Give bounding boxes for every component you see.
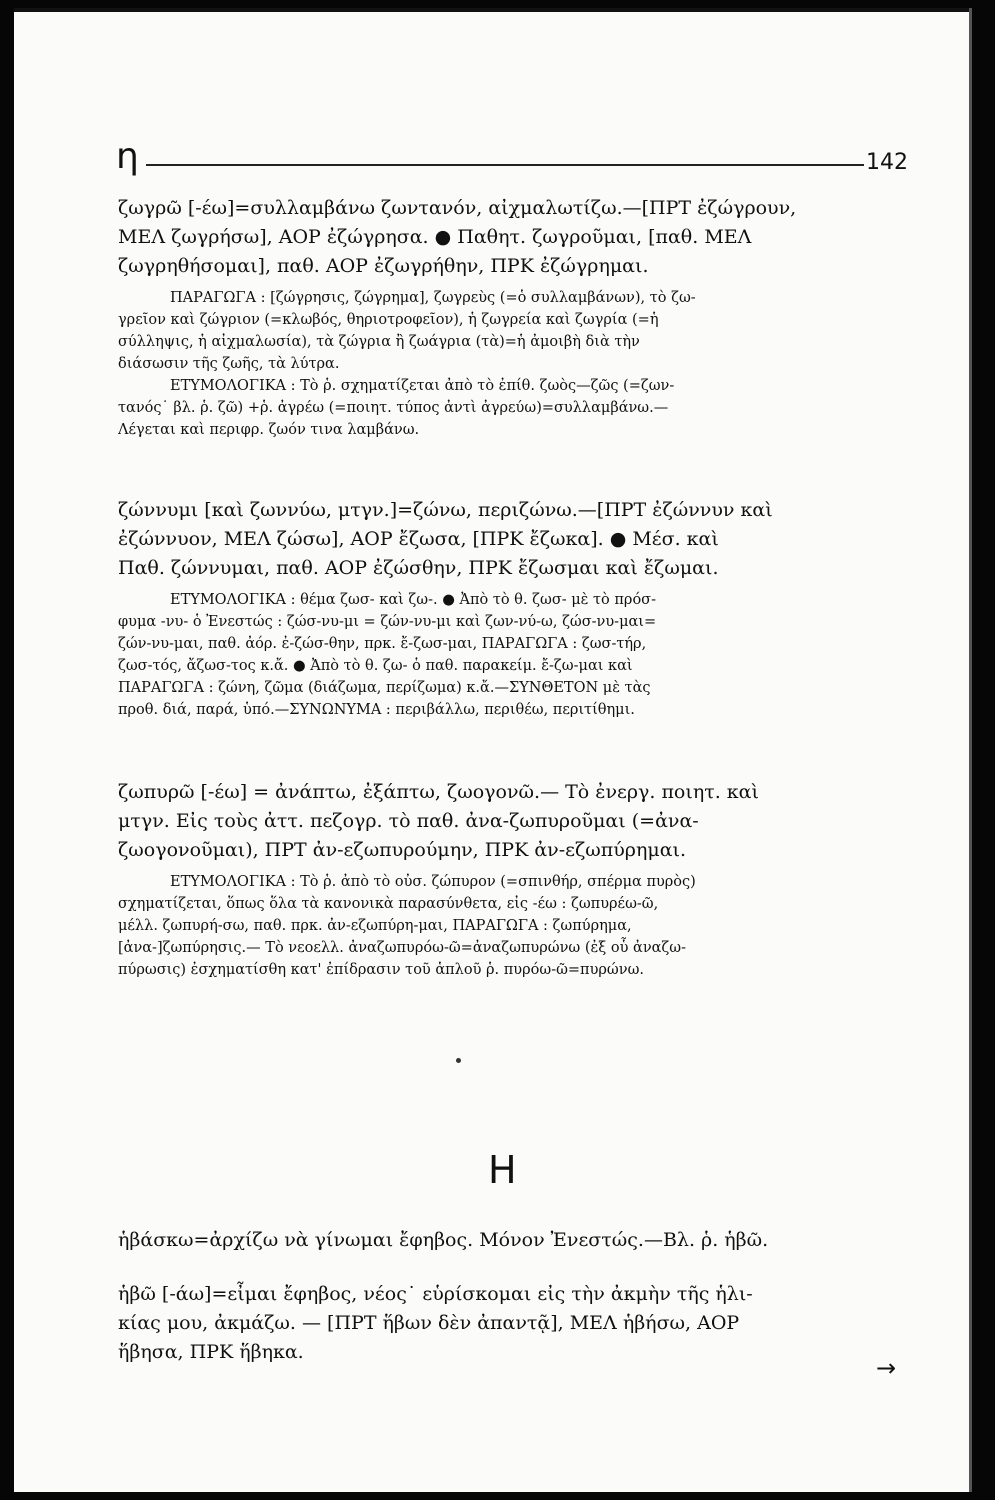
top-edge-rule xyxy=(14,8,972,12)
entry-subline: μέλλ. ζωπυρή-σω, παθ. πρκ. ἀν-εζωπύρη-μαι, ΠΑΡΑΓΩΓΑ : ζωπύρημα, xyxy=(118,918,632,934)
entry-line: κίας μου, ἀκμάζω. — [ΠΡΤ ἥβων δὲν ἀπαντᾷ], ΜΕΛ ἡβήσω, ΑΟΡ xyxy=(118,1312,740,1334)
entry-line: ζωγρηθήσομαι], παθ. ΑΟΡ ἐζωγρήθην, ΠΡΚ ἐζώγρημαι. xyxy=(118,255,649,277)
entry-subline: ΠΑΡΑΓΩΓΑ : ζώνη, ζῶμα (διάζωμα, περίζωμα) κ.ἄ.—ΣΥΝΘΕΤΟΝ μὲ τὰς xyxy=(118,680,651,696)
entry-line: Παθ. ζώννυμαι, παθ. ΑΟΡ ἐζώσθην, ΠΡΚ ἔζωσμαι καὶ ἔζωμαι. xyxy=(118,557,719,579)
entry-subline: διάσωσιν τῆς ζωῆς, τὰ λύτρα. xyxy=(118,356,340,372)
right-edge-rule xyxy=(969,8,972,1492)
entry-subline: ζών-νυ-μαι, παθ. ἀόρ. ἐ-ζώσ-θην, πρκ. ἔ-ζωσ-μαι, ΠΑΡΑΓΩΓΑ : ζωσ-τήρ, xyxy=(118,636,647,652)
section-heading-eta: Η xyxy=(488,1148,517,1192)
entry-zogro xyxy=(118,194,908,441)
entry-subline: [ἀνα-]ζωπύρησις.— Τὸ νεοελλ. ἀναζωπυρόω-ῶ=ἀναζωπυρώνω (ἐξ οὗ ἀναζω- xyxy=(118,940,687,956)
entry-subline: ΕΤΥΜΟΛΟΓΙΚΑ : Τὸ ῥ. ἀπὸ τὸ οὐσ. ζώπυρον (=σπινθήρ, σπέρμα πυρὸς) xyxy=(170,874,696,890)
entry-subline: ζωσ-τός, ἄζωσ-τος κ.ἄ. ● Ἀπὸ τὸ θ. ζω- ὁ παθ. παρακείμ. ἔ-ζω-μαι καὶ xyxy=(118,658,633,674)
entry-zonnymi xyxy=(118,496,908,721)
entry-ivo xyxy=(118,1280,908,1367)
section-letter: η xyxy=(116,136,139,177)
entry-subline: σχηματίζεται, ὅπως ὅλα τὰ κανονικὰ παρασύνθετα, εἰς -έω : ζωπυρέω-ῶ, xyxy=(118,896,659,912)
entry-ivasko xyxy=(118,1226,908,1255)
entry-line: ΜΕΛ ζωγρήσω], ΑΟΡ ἐζώγρησα. ● Παθητ. ζωγροῦμαι, [παθ. ΜΕΛ xyxy=(118,226,752,248)
entry-line: ἥβησα, ΠΡΚ ἥβηκα. xyxy=(118,1341,304,1363)
entry-line: ζωογονοῦμαι), ΠΡΤ ἀν-εζωπυρούμην, ΠΡΚ ἀν-εζωπύρημαι. xyxy=(118,839,687,861)
entry-line: ἐζώννυον, ΜΕΛ ζώσω], ΑΟΡ ἔζωσα, [ΠΡΚ ἔζωκα]. ● Μέσ. καὶ xyxy=(118,528,719,550)
entry-subline: σύλληψις, ἡ αἰχμαλωσία), τὰ ζώγρια ἢ ζωάγρια (τὰ)=ἡ ἀμοιβὴ διὰ τὴν xyxy=(118,334,640,350)
page-number: 142 xyxy=(866,150,908,175)
entry-subline: ΠΑΡΑΓΩΓΑ : [ζώγρησις, ζώγρημα], ζωγρεὺς (=ὁ συλλαμβάνων), τὸ ζω- xyxy=(170,290,696,306)
entry-subline: Λέγεται καὶ περιφρ. ζωόν τινα λαμβάνω. xyxy=(118,422,420,438)
entry-line: ζωγρῶ [-έω]=συλλαμβάνω ζωντανόν, αἰχμαλωτίζω.—[ΠΡΤ ἐζώγρουν, xyxy=(118,197,797,219)
entry-subline: ΕΤΥΜΟΛΟΓΙΚΑ : Τὸ ῥ. σχηματίζεται ἀπὸ τὸ ἐπίθ. ζωὸς—ζῶς (=ζων- xyxy=(170,378,675,394)
entry-subline: τανός˙ βλ. ῥ. ζῶ) +ῥ. ἀγρέω (=ποιητ. τύπος ἀντὶ ἀγρεύω)=συλλαμβάνω.— xyxy=(118,400,669,416)
header-rule xyxy=(146,164,864,166)
entry-line: ἡβῶ [-άω]=εἶμαι ἔφηβος, νέος˙ εὑρίσκομαι εἰς τὴν ἀκμὴν τῆς ἡλι- xyxy=(118,1283,753,1305)
entry-line: ζώννυμι [καὶ ζωννύω, μτγν.]=ζώνω, περιζώνω.—[ΠΡΤ ἐζώννυν καὶ xyxy=(118,499,773,521)
entry-subline: ΕΤΥΜΟΛΟΓΙΚΑ : θέμα ζωσ- καὶ ζω-. ● Ἀπὸ τὸ θ. ζωσ- μὲ τὸ πρόσ- xyxy=(170,592,656,608)
scanned-page xyxy=(14,8,972,1492)
continuation-arrow-icon: → xyxy=(876,1354,897,1382)
entry-line: ἡβάσκω=ἀρχίζω νὰ γίνωμαι ἔφηβος. Μόνον Ἐνεστώς.—Βλ. ῥ. ἡβῶ. xyxy=(118,1229,769,1251)
stray-dot xyxy=(456,1058,461,1063)
entry-subline: γρεῖον καὶ ζώγριον (=κλωβός, θηριοτροφεῖον), ἡ ζωγρεία καὶ ζωγρία (=ἡ xyxy=(118,312,659,328)
entry-line: ζωπυρῶ [-έω] = ἀνάπτω, ἐξάπτω, ζωογονῶ.— Τὸ ἐνεργ. ποιητ. καὶ xyxy=(118,781,759,803)
entry-subline: πύρωσις) ἐσχηματίσθη κατ' ἐπίδρασιν τοῦ ἁπλοῦ ῥ. πυρόω-ῶ=πυρώνω. xyxy=(118,962,645,978)
entry-subline: φυμα -νυ- ὁ Ἐνεστώς : ζώσ-νυ-μι = ζών-νυ-μι καὶ ζων-νύ-ω, ζώσ-νυ-μαι= xyxy=(118,614,657,630)
entry-subline: προθ. διά, παρά, ὑπό.—ΣΥΝΩΝΥΜΑ : περιβάλλω, περιθέω, περιτίθημι. xyxy=(118,702,635,718)
page-header xyxy=(116,136,922,184)
entry-zopyro xyxy=(118,778,908,981)
entry-line: μτγν. Εἰς τοὺς ἀττ. πεζογρ. τὸ παθ. ἀνα-ζωπυροῦμαι (=ἀνα- xyxy=(118,810,699,832)
